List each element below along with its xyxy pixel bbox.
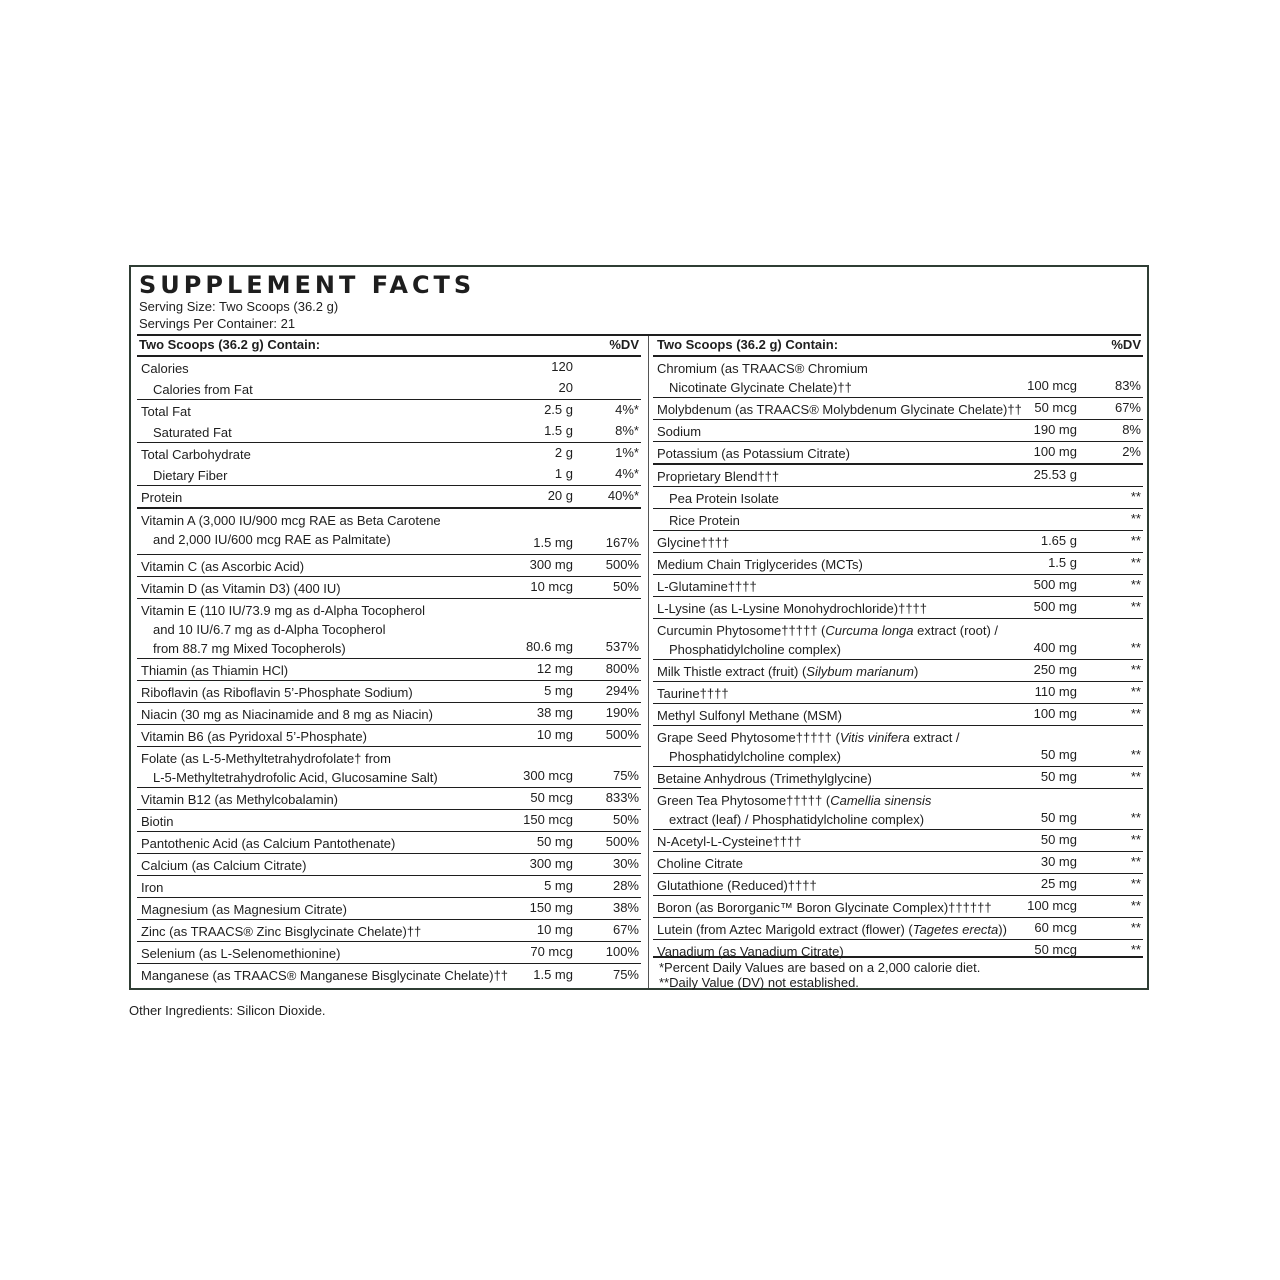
nutrient-row [137,356,641,378]
nutrient-amount: 190 mg [1033,422,1077,437]
nutrient-row [653,596,1143,618]
nutrient-row [137,399,641,421]
nutrient-name [141,511,441,549]
nutrient-row [653,659,1143,681]
nutrient-amount: 500 mg [1033,599,1077,614]
nutrient-amount: 500 mg [1033,577,1077,592]
nutrient-amount: 100 mcg [1027,378,1077,393]
nutrient-name [153,423,232,442]
nutrient-dv: 500% [605,834,639,849]
nutrient-row [137,919,641,941]
nutrient-name [141,834,395,853]
nutrient-name [141,944,340,963]
nutrient-name [657,555,863,574]
nutrient-dv: 500% [605,727,639,742]
nutrient-dv: ** [1130,854,1141,869]
nutrient-amount: 50 mcg [530,790,573,805]
nutrient-row [137,963,641,986]
nutrient-row [653,703,1143,725]
nutrient-row [653,829,1143,851]
nutrient-name [141,878,163,897]
nutrient-name [657,577,757,596]
nutrient-amount: 110 mg [1034,684,1077,699]
nutrient-row [137,875,641,897]
nutrient-dv: 2% [1122,444,1141,459]
nutrient-amount: 50 mcg [1034,942,1077,957]
nutrient-name-line2: L-5-Methyltetrahydrofolic Acid, Glucosamine Salt) [153,770,438,785]
nutrient-name-line1: Chromium (as TRAACS® Chromium [657,361,868,376]
nutrient-amount: 10 mg [536,727,573,742]
nutrient-name-line1: Vitamin D (as Vitamin D3) (400 IU) [141,581,341,596]
nutrient-amount: 300 mg [529,557,573,572]
nutrient-name-line1: Glutathione (Reduced)†††† [657,878,817,893]
nutrient-amount: 70 mcg [530,944,573,959]
nutrient-amount: 2.5 g [544,402,573,417]
nutrient-name [657,444,850,463]
nutrient-name-line1b: )) [998,922,1007,937]
nutrient-row [137,554,641,576]
nutrient-name-line1a: Curcumin Phytosome††††† ( [657,623,826,638]
nutrient-name-line1: Pantothenic Acid (as Calcium Pantothenate) [141,836,396,851]
nutrient-dv: 67% [612,922,639,937]
nutrient-amount: 5 mg [544,878,573,893]
nutrient-dv: ** [1130,876,1141,891]
nutrient-dv: ** [1130,555,1141,570]
nutrient-name [141,445,251,464]
nutrient-name [657,599,927,618]
nutrient-dv: 294% [605,683,639,698]
nutrient-row [653,873,1143,895]
nutrient-name [153,380,253,399]
nutrient-amount: 25.53 g [1033,467,1077,482]
nutrient-amount: 400 mg [1033,640,1077,655]
nutrient-dv: 75% [612,768,639,783]
nutrient-amount: 100 mg [1033,444,1077,459]
nutrient-name-line1b: extract (root) / [913,623,999,638]
nutrient-amount: 1.5 mg [533,535,573,550]
nutrient-name [141,900,347,919]
nutrient-dv: 83% [1114,378,1141,393]
nutrient-name-line1a: Milk Thistle extract (fruit) ( [657,664,807,679]
nutrient-name-line1: Molybdenum (as TRAACS® Molybdenum Glycinate Chelate)†† [657,402,1022,417]
nutrient-row [653,419,1143,441]
nutrient-name [657,728,960,766]
nutrient-amount: 38 mg [536,705,573,720]
botanical-name: Curcuma longa [825,623,914,638]
nutrient-row [137,598,641,658]
nutrient-name [141,749,438,787]
nutrient-name-line1: Biotin [141,814,174,829]
nutrient-row [653,508,1143,530]
nutrient-dv: ** [1130,684,1141,699]
nutrient-name-line1: Iron [141,880,164,895]
nutrient-row [653,917,1143,939]
nutrient-dv: ** [1130,942,1141,957]
nutrient-amount: 250 mg [1033,662,1077,677]
nutrient-name [141,727,367,746]
nutrient-amount: 1.65 g [1040,533,1077,548]
nutrient-row [137,421,641,442]
nutrient-name [141,579,341,598]
nutrient-amount: 10 mg [536,922,573,937]
nutrient-name-line2: extract (leaf) / Phosphatidylcholine complex) [669,812,925,827]
nutrient-row [137,680,641,702]
nutrient-name-line1: Magnesium (as Magnesium Citrate) [141,902,347,917]
nutrient-dv: 30% [612,856,639,871]
nutrient-dv: ** [1130,489,1141,504]
nutrient-amount: 1.5 g [1048,555,1077,570]
nutrient-name [141,557,304,576]
nutrient-name-line2: and 2,000 IU/600 mcg RAE as Palmitate) [153,532,391,547]
nutrient-amount: 150 mg [529,900,573,915]
nutrient-name [141,359,189,378]
nutrient-name [657,854,743,873]
nutrient-amount: 20 [558,380,573,395]
other-ingredients: Other Ingredients: Silicon Dioxide. [129,1003,326,1018]
nutrient-amount: 120 [551,359,573,374]
nutrient-name-line1: Taurine†††† [657,686,729,701]
nutrient-dv: ** [1130,640,1141,655]
nutrient-name-line2: Phosphatidylcholine complex) [669,749,841,764]
right-column-header [653,337,1143,356]
nutrient-row [137,746,641,787]
nutrient-dv: 167% [605,535,639,550]
panel-title: SUPPLEMENT FACTS [139,271,476,299]
nutrient-name-line1: L-Glutamine†††† [657,579,757,594]
nutrient-dv: 8% [1122,422,1141,437]
nutrient-row [653,463,1143,486]
nutrient-name [141,966,508,985]
nutrient-row [137,853,641,875]
nutrient-amount: 50 mg [1040,747,1077,762]
nutrient-name-line1: Calcium (as Calcium Citrate) [141,858,307,873]
nutrient-name [657,400,1022,419]
nutrient-row [653,681,1143,703]
nutrient-row [137,658,641,680]
nutrient-name [141,812,174,831]
nutrient-amount: 50 mg [1040,769,1077,784]
nutrient-name-line1: Potassium (as Potassium Citrate) [657,446,850,461]
nutrient-dv: ** [1130,747,1141,762]
nutrient-name [141,488,182,507]
nutrient-dv: 100% [605,944,639,959]
nutrient-amount: 1.5 g [544,423,573,438]
nutrient-dv: 1%* [615,445,639,460]
servings-per-container: Servings Per Container: 21 [139,316,296,331]
nutrient-name [657,621,998,659]
nutrient-amount: 1 g [554,466,573,481]
nutrient-row [653,766,1143,788]
serving-size: Serving Size: Two Scoops (36.2 g) [139,299,339,314]
nutrient-name-line1: Protein [141,490,183,505]
nutrient-name [669,489,779,508]
footnote-dv: *Percent Daily Values are based on a 2,000 calorie diet. [659,960,981,975]
nutrient-name-line1: Folate (as L-5-Methyltetrahydrofolate† from [141,751,391,766]
nutrient-name-line1: N-Acetyl-L-Cysteine†††† [657,834,802,849]
nutrient-name-line1: Vitamin B6 (as Pyridoxal 5’-Phosphate) [141,729,367,744]
nutrient-dv: 8%* [615,423,639,438]
nutrient-row [137,831,641,853]
nutrient-dv: 28% [612,878,639,893]
header-rule [137,334,1141,336]
nutrient-name-line2: Phosphatidylcholine complex) [669,642,841,657]
nutrient-name [141,856,306,875]
nutrient-dv: 50% [612,579,639,594]
nutrient-name [657,769,872,788]
nutrient-amount: 100 mg [1033,706,1077,721]
nutrient-row [653,552,1143,574]
nutrient-name [657,706,842,725]
nutrient-name-line1: Calories from Fat [153,382,253,397]
nutrient-amount: 12 mg [536,661,573,676]
nutrient-row [137,897,641,919]
nutrient-row [653,851,1143,873]
nutrient-name [657,533,729,552]
nutrient-name-line1b: extract / [909,730,960,745]
nutrient-name [657,467,779,486]
nutrient-amount: 10 mcg [530,579,573,594]
nutrient-dv: 833% [605,790,639,805]
nutrient-amount: 150 mcg [523,812,573,827]
nutrient-name-line1: Zinc (as TRAACS® Zinc Bisglycinate Chelate)†† [141,924,422,939]
nutrient-row [137,485,641,507]
nutrient-dv: 800% [605,661,639,676]
nutrient-dv: 537% [605,639,639,654]
dv-header-label: %DV [1111,337,1141,352]
nutrient-row [137,576,641,598]
nutrient-name-line1: Betaine Anhydrous (Trimethylglycine) [657,771,872,786]
nutrient-row [137,702,641,724]
nutrient-name-line1: Calories [141,361,189,376]
nutrient-dv: 40%* [607,488,639,503]
nutrient-name-line1: Boron (as Bororganic™ Boron Glycinate Complex)†††††† [657,900,992,915]
nutrient-row [137,442,641,464]
nutrient-dv: ** [1130,769,1141,784]
column-header-label: Two Scoops (36.2 g) Contain: [139,337,321,352]
nutrient-row [653,486,1143,508]
nutrient-dv: 4%* [615,402,639,417]
nutrient-row [137,809,641,831]
nutrient-row [653,397,1143,419]
nutrient-name [141,601,425,658]
nutrient-amount: 100 mcg [1027,898,1077,913]
left-column [137,337,641,986]
nutrient-dv: 38% [612,900,639,915]
nutrient-dv: 500% [605,557,639,572]
column-divider [648,336,649,988]
nutrient-name [657,876,817,895]
nutrient-name [657,662,918,681]
nutrient-name [141,661,288,680]
nutrient-amount: 300 mg [529,856,573,871]
nutrient-row [653,788,1143,829]
botanical-name: Silybum marianum [806,664,914,679]
nutrient-row [653,574,1143,596]
nutrient-row [137,507,641,554]
supplement-facts-panel [129,265,1149,990]
nutrient-dv: 75% [612,967,639,982]
nutrient-dv: ** [1130,898,1141,913]
nutrient-name-line1: Choline Citrate [657,856,743,871]
nutrient-dv: 50% [612,812,639,827]
nutrient-name-line1: Dietary Fiber [153,468,228,483]
nutrient-amount: 2 g [554,445,573,460]
nutrient-name-line2: Nicotinate Glycinate Chelate)†† [669,380,852,395]
nutrient-name-line1: Total Carbohydrate [141,447,251,462]
nutrient-name-line1: Vitamin E (110 IU/73.9 mg as d-Alpha Tocopherol [141,603,425,618]
nutrient-name-line2: and 10 IU/6.7 mg as d-Alpha Tocopherol [153,622,386,637]
nutrient-name [141,683,413,702]
botanical-name: Camellia sinensis [830,793,932,808]
nutrient-name-line1a: Green Tea Phytosome††††† ( [657,793,831,808]
nutrient-name-line3: from 88.7 mg Mixed Tocopherols) [153,641,346,656]
nutrient-name [657,791,931,829]
nutrient-name-line1a: Grape Seed Phytosome††††† ( [657,730,840,745]
nutrient-name-line1a: Lutein (from Aztec Marigold extract (flower) ( [657,922,913,937]
nutrient-name [153,466,227,485]
botanical-name: Vitis vinifera [839,730,910,745]
nutrient-row [653,895,1143,917]
nutrient-amount: 1.5 mg [533,967,573,982]
nutrient-amount: 50 mg [1040,832,1077,847]
nutrient-name-line1: Pea Protein Isolate [669,491,779,506]
nutrient-amount: 300 mcg [523,768,573,783]
nutrient-name-line1: Proprietary Blend††† [657,469,780,484]
nutrient-dv: ** [1130,577,1141,592]
nutrient-row [137,941,641,963]
footnote-not-established: **Daily Value (DV) not established. [659,975,859,990]
nutrient-amount: 50 mg [536,834,573,849]
right-column [653,337,1143,990]
nutrient-row [653,356,1143,397]
nutrient-name-line1: Glycine†††† [657,535,730,550]
nutrient-name [657,898,992,917]
nutrient-dv: 67% [1114,400,1141,415]
nutrient-amount: 25 mg [1040,876,1077,891]
nutrient-name-line1: Vanadium (as Vanadium Citrate) [657,944,844,959]
nutrient-row [137,724,641,746]
footnotes [653,956,1143,990]
nutrient-dv: 190% [605,705,639,720]
nutrient-row [653,530,1143,552]
nutrient-name-line1: Thiamin (as Thiamin HCl) [141,663,289,678]
nutrient-name-line1: Total Fat [141,404,191,419]
nutrient-amount: 50 mg [1040,810,1077,825]
nutrient-name-line1: Rice Protein [669,513,740,528]
nutrient-dv: 4%* [615,466,639,481]
nutrient-dv: ** [1130,832,1141,847]
nutrient-dv: ** [1130,706,1141,721]
nutrient-name-line1: Niacin (30 mg as Niacinamide and 8 mg as Niacin) [141,707,433,722]
dv-header-label: %DV [609,337,639,352]
nutrient-name-line1: L-Lysine (as L-Lysine Monohydrochloride)†††† [657,601,928,616]
nutrient-name-line1: Riboflavin (as Riboflavin 5’-Phosphate Sodium) [141,685,413,700]
nutrient-amount: 20 g [547,488,573,503]
nutrient-dv: ** [1130,662,1141,677]
nutrient-dv: ** [1130,511,1141,526]
nutrient-name-line1: Selenium (as L-Selenomethionine) [141,946,341,961]
botanical-name: Tagetes erecta [912,922,999,937]
nutrient-name [141,705,433,724]
nutrient-dv: ** [1130,810,1141,825]
nutrient-name-line1b: ) [913,664,919,679]
nutrient-name [657,920,1007,939]
nutrient-row [653,618,1143,659]
nutrient-name-line1: Vitamin B12 (as Methylcobalamin) [141,792,339,807]
nutrient-amount: 50 mcg [1034,400,1077,415]
nutrient-amount: 80.6 mg [526,639,573,654]
nutrient-amount: 5 mg [544,683,573,698]
left-column-header [137,337,641,356]
nutrient-row [137,787,641,809]
nutrient-dv: ** [1130,533,1141,548]
nutrient-name-line1: Methyl Sulfonyl Methane (MSM) [657,708,842,723]
nutrient-row [137,464,641,485]
nutrient-row [653,441,1143,463]
nutrient-name-line1: Saturated Fat [153,425,232,440]
nutrient-row [653,725,1143,766]
column-header-label: Two Scoops (36.2 g) Contain: [657,337,839,352]
nutrient-dv: ** [1130,920,1141,935]
nutrient-name [657,422,701,441]
right-rows [653,356,1143,961]
nutrient-name-line1: Vitamin A (3,000 IU/900 mcg RAE as Beta Carotene [141,513,441,528]
nutrient-name [669,511,740,530]
nutrient-amount: 60 mcg [1034,920,1077,935]
nutrient-name [141,402,191,421]
nutrient-name-line1: Vitamin C (as Ascorbic Acid) [141,559,305,574]
nutrient-name [657,684,729,703]
nutrient-name [141,922,421,941]
nutrient-name [657,359,868,397]
left-rows [137,356,641,986]
nutrient-dv: ** [1130,599,1141,614]
nutrient-name-line1: Sodium [657,424,702,439]
nutrient-name-line1: Medium Chain Triglycerides (MCTs) [657,557,863,572]
nutrient-name-line1: Manganese (as TRAACS® Manganese Bisglycinate Chelate)†† [141,968,509,983]
nutrient-name [657,832,802,851]
nutrient-amount: 30 mg [1040,854,1077,869]
nutrient-row [137,378,641,399]
nutrient-name [141,790,338,809]
